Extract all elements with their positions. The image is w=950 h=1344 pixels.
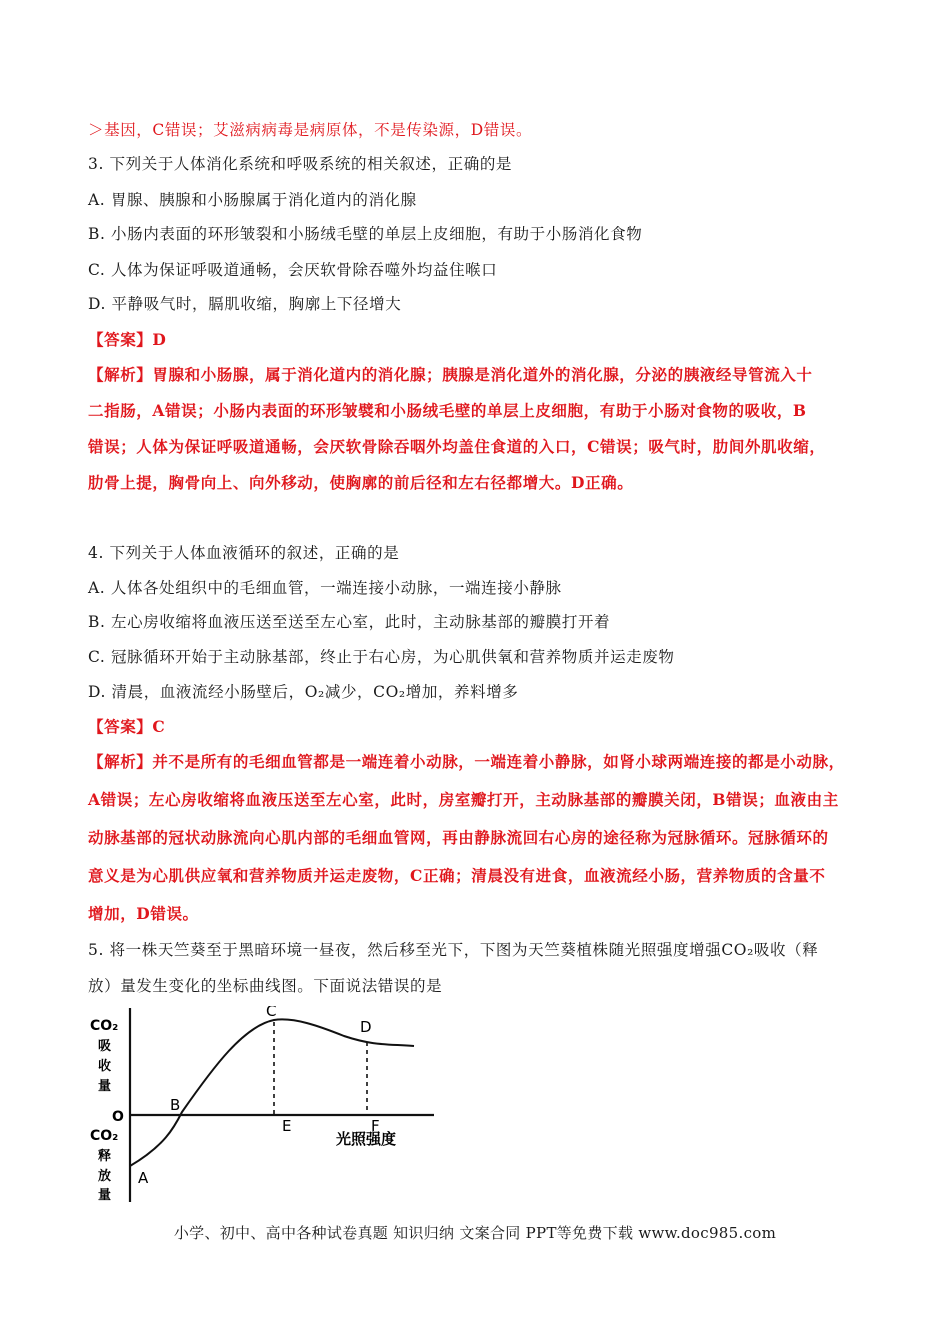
point-label-f: F	[371, 1117, 380, 1135]
y-bottom-label-1: 释	[98, 1149, 112, 1164]
y-top-label-2: 收	[98, 1059, 112, 1074]
text-line: C. 人体为保证呼吸道通畅，会厌软骨除吞噬外均益住喉口	[88, 261, 498, 279]
text-line: 肋骨上提，胸骨向上、向外移动，使胸廓的前后径和左右径都增大。D正确。	[88, 473, 634, 492]
text-line	[88, 715, 165, 737]
answer-tag: 【答案】	[88, 330, 153, 349]
text-line	[88, 328, 166, 350]
answer-text: D	[152, 330, 167, 349]
point-label-e: E	[282, 1117, 292, 1135]
co2-light-curve-figure	[84, 1006, 444, 1210]
analysis-text: 胃腺和小肠腺，属于消化道内的消化腺；胰腺是消化道外的消化腺，分泌的胰液经导管流入十	[152, 365, 813, 384]
y-bottom-label-0: CO₂	[90, 1128, 119, 1144]
text-line: 错误；人体为保证呼吸道通畅，会厌软骨除吞咽外均盖住食道的入口，C错误；吸气时，肋间外肌收缩，	[88, 437, 826, 456]
text-line: 4. 下列关于人体血液循环的叙述，正确的是	[88, 544, 400, 562]
point-label-b: B	[170, 1096, 181, 1114]
text-line: A错误；左心房收缩将血液压送至左心室，此时，房室瓣打开，主动脉基部的瓣膜关闭，B错误；血液由主	[88, 790, 839, 809]
text-line: 增加，D错误。	[88, 904, 199, 923]
text-line: 5. 将一株天竺葵至于黑暗环境一昼夜，然后移至光下，下图为天竺葵植株随光照强度增强CO₂吸收（释	[88, 941, 819, 959]
text-line: A. 胃腺、胰腺和小肠腺属于消化道内的消化腺	[88, 191, 417, 209]
analysis-tag: 【解析】	[88, 365, 153, 384]
y-top-label-1: 吸	[98, 1039, 112, 1054]
point-label-d: D	[360, 1018, 372, 1036]
text-line: D. 平静吸气时，膈肌收缩，胸廓上下径增大	[88, 295, 402, 313]
text-line: 放）量发生变化的坐标曲线图。下面说法错误的是	[88, 977, 443, 995]
answer-tag: 【答案】	[88, 717, 153, 736]
text-line: B. 左心房收缩将血液压送至送至左心室，此时，主动脉基部的瓣膜打开着	[88, 613, 611, 631]
y-bottom-label-2: 放	[98, 1169, 112, 1184]
text-line: D. 清晨，血液流经小肠壁后，O₂减少，CO₂增加，养料增多	[88, 683, 519, 701]
y-top-label-0: CO₂	[90, 1018, 119, 1034]
text-line: ＞基因，C错误；艾滋病病毒是病原体，不是传染源，D错误。	[88, 121, 533, 139]
text-line: C. 冠脉循环开始于主动脉基部，终止于右心房，为心肌供氧和营养物质并运走废物	[88, 648, 675, 666]
text-line: 意义是为心肌供应氧和营养物质并运走废物，C正确；清晨没有进食，血液流经小肠，营养物质的含量不	[88, 866, 826, 885]
text-line: A. 人体各处组织中的毛细血管，一端连接小动脉，一端连接小静脉	[88, 579, 562, 597]
text-line	[88, 750, 845, 772]
y-bottom-label-3: 量	[98, 1188, 112, 1203]
text-line: B. 小肠内表面的环形皱裂和小肠绒毛壁的单层上皮细胞，有助于小肠消化食物	[88, 225, 643, 243]
answer-text: C	[152, 717, 166, 736]
text-line	[88, 363, 813, 385]
analysis-text: 并不是所有的毛细血管都是一端连着小动脉，一端连着小静脉，如肾小球两端连接的都是小动脉，	[152, 752, 845, 771]
point-label-c: C	[266, 1006, 277, 1020]
text-line: 3. 下列关于人体消化系统和呼吸系统的相关叙述，正确的是	[88, 155, 513, 173]
analysis-tag: 【解析】	[88, 752, 153, 771]
text-line: 动脉基部的冠状动脉流向心肌内部的毛细血管网，再由静脉流回右心房的途径称为冠脉循环。冠脉循环的	[88, 828, 829, 847]
page-footer: 小学、初中、高中各种试卷真题 知识归纳 文案合同 PPT等免费下载 www.doc985.com	[173, 1224, 777, 1242]
x-axis-label: 光照强度	[336, 1130, 397, 1148]
point-label-a: A	[138, 1169, 149, 1187]
curve-graph	[84, 1006, 444, 1206]
y-top-label-3: 量	[98, 1079, 112, 1094]
text-line: 二指肠，A错误；小肠内表面的环形皱襞和小肠绒毛壁的单层上皮细胞，有助于小肠对食物的吸收，B	[88, 401, 807, 420]
origin-label: O	[112, 1109, 124, 1125]
